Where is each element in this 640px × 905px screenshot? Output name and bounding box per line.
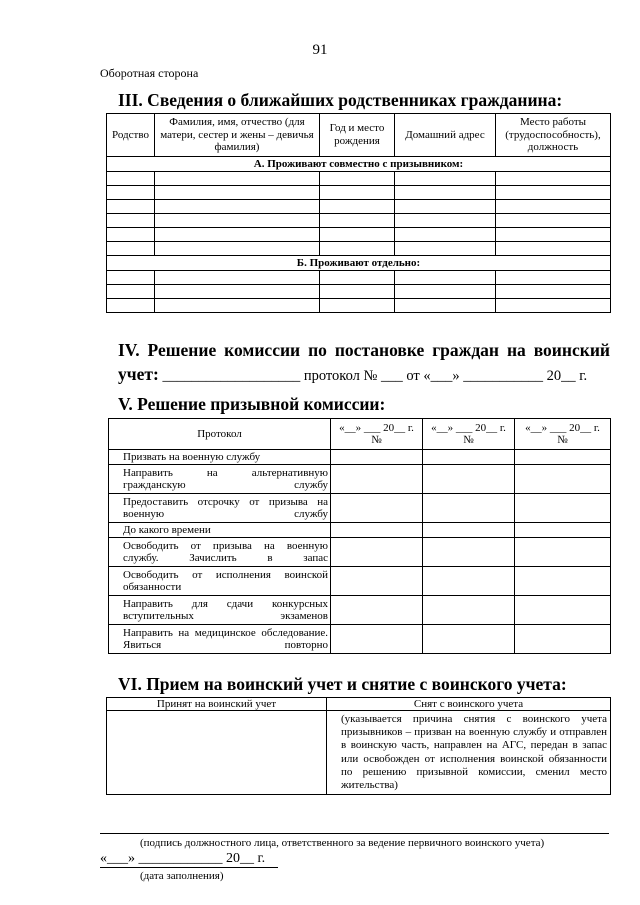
page-number: 91: [312, 42, 328, 58]
row-label: Направить на альтернативную гражданскую службу: [109, 465, 331, 494]
col-full-name: Фамилия, имя, отчество (для матери, сестер и жены – девичья фамилия): [155, 114, 320, 157]
col-kinship: Родство: [107, 114, 155, 157]
table-row: [109, 494, 611, 523]
protocol-date-3: «__» ___ 20__ г. №: [515, 419, 611, 450]
col-address: Домашний адрес: [395, 114, 496, 157]
table-row: [109, 450, 611, 465]
section-4-title: IV. Решение комиссии по постановке граждан на воинский: [118, 340, 610, 360]
table-row: [109, 567, 611, 596]
table-row[interactable]: [107, 285, 611, 299]
row-label: Направить на медицинское обследование. Явиться повторно: [109, 625, 331, 654]
table-row[interactable]: [107, 271, 611, 285]
table-row[interactable]: [107, 200, 611, 214]
signature-caption: (подпись должностного лица, ответственного за ведение первичного воинского учета): [140, 837, 545, 849]
row-label: Призвать на военную службу: [109, 450, 331, 465]
col-birth: Год и место рождения: [320, 114, 395, 157]
deregistration-note: (указывается причина снятия с воинского учета призывников – призван на военную службу и отправлен в воинскую часть, направлен на АГС, передан в запас или освобожден от исполнения воинской обязанности по решению призывной комиссии, сменил место жительства): [327, 711, 611, 795]
registered-cell[interactable]: [107, 711, 327, 795]
table-row: [109, 625, 611, 654]
row-label: Освободить от исполнения воинской обязанности: [109, 567, 331, 596]
date-line[interactable]: «___» ____________ 20__ г.: [100, 851, 266, 866]
table-row[interactable]: [107, 186, 611, 200]
table-row: [109, 596, 611, 625]
table-row: [109, 538, 611, 567]
section-6-title: VI. Прием на воинский учет и снятие с воинского учета:: [118, 674, 567, 694]
date-caption: (дата заполнения): [140, 870, 224, 882]
row-label: Предоставить отсрочку от призыва на военную службу: [109, 494, 331, 523]
registration-table: [106, 697, 611, 795]
section-4-word: учет:: [118, 364, 159, 384]
col-work: Место работы (трудоспособность), должность: [496, 114, 611, 157]
protocol-date-2: «__» ___ 20__ г. №: [423, 419, 515, 450]
relatives-table: [106, 113, 611, 313]
table-row[interactable]: [107, 214, 611, 228]
section-3-title: III. Сведения о ближайших родственниках гражданина:: [118, 90, 563, 110]
table-row[interactable]: [107, 228, 611, 242]
col-protocol: Протокол: [109, 419, 331, 450]
row-label: Освободить от призыва на военную службу. Зачислить в запас: [109, 538, 331, 567]
signature-line: [100, 833, 609, 834]
group-b-label: Б. Проживают отдельно:: [107, 256, 611, 271]
group-a-label: А. Проживают совместно с призывником:: [107, 157, 611, 172]
row-label: Направить для сдачи конкурсных вступительных экзаменов: [109, 596, 331, 625]
protocol-date-1: «__» ___ 20__ г. №: [331, 419, 423, 450]
section-4: [118, 338, 610, 388]
row-label: До какого времени: [109, 523, 331, 538]
side-label: Оборотная сторона: [100, 66, 199, 80]
commission-table: [108, 418, 611, 654]
table-row[interactable]: [107, 299, 611, 313]
col-registered: Принят на воинский учет: [107, 698, 327, 711]
table-row: [109, 465, 611, 494]
table-row: [109, 523, 611, 538]
date-underline: [100, 867, 278, 868]
section-5-title: V. Решение призывной комиссии:: [118, 394, 386, 414]
col-deregistered: Снят с воинского учета: [327, 698, 611, 711]
table-row[interactable]: [107, 242, 611, 256]
table-row[interactable]: [107, 172, 611, 186]
protocol-line[interactable]: ___________________ протокол № ___ от «___» ___________ 20__ г.: [162, 368, 588, 384]
